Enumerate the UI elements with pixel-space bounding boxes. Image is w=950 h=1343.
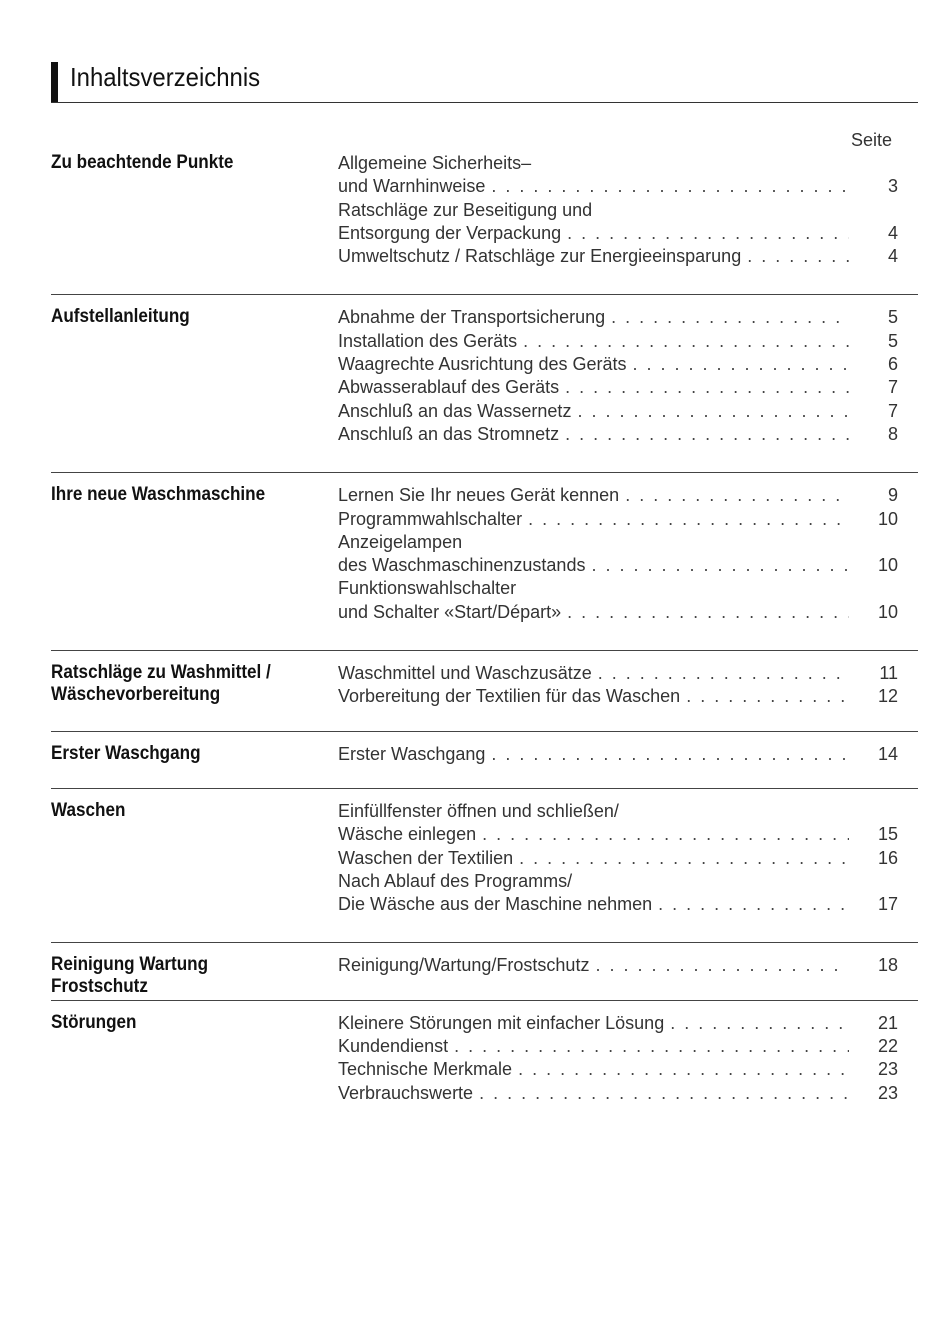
dot-leader [598, 662, 849, 685]
section-entries [338, 662, 898, 709]
dot-leader [658, 893, 849, 916]
entry-title-line1: Funktionswahlschalter [338, 578, 517, 599]
dot-leader [565, 376, 849, 399]
dot-leader [523, 330, 849, 353]
section-entries [338, 1012, 898, 1105]
entry-title: und Schalter «Start/Départ» [338, 601, 562, 622]
page-number: 18 [877, 955, 898, 976]
entry-title: Waschen der Textilien [338, 847, 514, 868]
entry-title: Installation des Geräts [338, 330, 518, 351]
toc-section [51, 152, 918, 294]
page-number: 10 [877, 555, 898, 576]
dot-leader [670, 1012, 849, 1035]
toc-entry [338, 662, 898, 685]
entry-title: Kundendienst [338, 1036, 449, 1057]
dot-leader [565, 423, 849, 446]
toc-section [51, 472, 918, 650]
dot-leader [518, 1058, 849, 1081]
toc-entry [338, 484, 898, 507]
page-number: 4 [887, 246, 898, 267]
toc-entry [338, 306, 898, 329]
toc-entry [338, 1058, 898, 1081]
section-entries [338, 743, 898, 766]
entry-title: Abnahme der Transportsicherung [338, 307, 606, 328]
dot-leader [686, 685, 849, 708]
title-accent-bar [51, 62, 58, 102]
page-title: Inhaltsverzeichnis [70, 62, 261, 92]
section-title: Ihre neue Waschmaschine [51, 484, 266, 506]
page-column-label: Seite [850, 130, 892, 150]
table-of-contents [51, 152, 918, 1131]
toc-section [51, 731, 918, 788]
section-title: Störungen [51, 1011, 137, 1033]
page-number: 10 [877, 601, 898, 622]
toc-entry [338, 400, 898, 423]
dot-leader [591, 554, 849, 577]
entry-title: Waagrechte Ausrichtung des Geräts [338, 354, 627, 375]
entry-title: Waschmittel und Waschzusätze [338, 663, 592, 684]
page-number: 16 [877, 847, 898, 868]
toc-entry [338, 847, 898, 870]
entry-title: Kleinere Störungen mit einfacher Lösung [338, 1012, 665, 1033]
dot-leader [454, 1035, 849, 1058]
toc-entry [338, 954, 898, 977]
page-number: 7 [887, 377, 898, 398]
entry-title: Umweltschutz / Ratschläge zur Energieeinsparung [338, 246, 742, 267]
section-title: Aufstellanleitung [51, 306, 190, 328]
page-number: 15 [877, 824, 898, 845]
entry-title: Reinigung/Wartung/Frostschutz [338, 955, 590, 976]
page-number: 5 [887, 330, 898, 351]
entry-title-line1: Anzeigelampen [338, 531, 463, 552]
section-title: Zu beachtende Punkte [51, 152, 234, 173]
toc-entry [338, 199, 898, 246]
dot-leader [482, 823, 849, 846]
page-number: 3 [887, 176, 898, 197]
toc-section [51, 650, 918, 731]
page-number: 7 [887, 400, 898, 421]
section-title: Waschen [51, 799, 126, 821]
page-number: 17 [877, 894, 898, 915]
toc-entry [338, 1082, 898, 1105]
entry-title: Die Wäsche aus der Maschine nehmen [338, 894, 653, 915]
page-number: 12 [877, 686, 898, 707]
page-header [51, 62, 918, 103]
dot-leader [632, 353, 849, 376]
entry-title: Anschluß an das Wassernetz [338, 400, 572, 421]
entry-title: Lernen Sie Ihr neues Gerät kennen [338, 485, 620, 506]
section-title: Ratschläge zu Washmittel / Wäschevorbereitung [51, 662, 271, 706]
page-number: 23 [877, 1059, 898, 1080]
toc-entry [338, 870, 898, 917]
page-number: 14 [877, 743, 898, 764]
toc-entry [338, 800, 898, 847]
page-number: 21 [877, 1012, 898, 1033]
dot-leader [491, 175, 849, 198]
section-entries [338, 954, 898, 977]
toc-entry [338, 685, 898, 708]
entry-title: Abwasserablauf des Geräts [338, 377, 560, 398]
entry-title: Erster Waschgang [338, 743, 486, 764]
entry-title: Vorbereitung der Textilien für das Waschen [338, 686, 681, 707]
toc-entry [338, 508, 898, 531]
section-entries [338, 484, 898, 624]
entry-title: Programmwahlschalter [338, 508, 523, 529]
toc-section [51, 788, 918, 942]
page-number: 9 [887, 485, 898, 506]
entry-title: Technische Merkmale [338, 1059, 513, 1080]
dot-leader [611, 306, 849, 329]
toc-entry [338, 1012, 898, 1035]
dot-leader [519, 847, 849, 870]
dot-leader [491, 743, 849, 766]
entry-title: Verbrauchswerte [338, 1082, 474, 1103]
toc-section [51, 294, 918, 472]
entry-title: des Waschmaschinenzustands [338, 555, 586, 576]
section-title: Reinigung Wartung Frostschutz [51, 954, 209, 998]
toc-entry [338, 1035, 898, 1058]
entry-title: Anschluß an das Stromnetz [338, 423, 560, 444]
toc-entry [338, 152, 898, 199]
entry-title-line1: Nach Ablauf des Programms/ [338, 870, 573, 891]
page-number: 23 [877, 1082, 898, 1103]
section-entries [338, 152, 898, 268]
page-number: 5 [887, 307, 898, 328]
toc-entry [338, 423, 898, 446]
section-title: Erster Waschgang [51, 742, 201, 764]
dot-leader [625, 484, 849, 507]
page-number: 10 [877, 508, 898, 529]
toc-entry [338, 531, 898, 578]
dot-leader [479, 1082, 849, 1105]
toc-entry [338, 376, 898, 399]
toc-entry [338, 743, 898, 766]
dot-leader [528, 508, 849, 531]
page-number: 8 [887, 423, 898, 444]
toc-section [51, 1000, 918, 1131]
entry-title-line1: Einfüllfenster öffnen und schließen/ [338, 800, 619, 821]
toc-section [51, 942, 918, 999]
page-number: 6 [887, 354, 898, 375]
page-number: 4 [887, 222, 898, 243]
toc-entry [338, 577, 898, 624]
toc-entry [338, 353, 898, 376]
entry-title-line1: Allgemeine Sicherheits– [338, 153, 532, 173]
dot-leader [595, 954, 849, 977]
page-number: 22 [877, 1036, 898, 1057]
dot-leader [577, 400, 849, 423]
entry-title: Wäsche einlegen [338, 824, 477, 845]
toc-entry [338, 330, 898, 353]
entry-title: und Warnhinweise [338, 176, 486, 197]
page-number: 11 [879, 663, 898, 684]
entry-title: Entsorgung der Verpackung [338, 222, 562, 243]
dot-leader [567, 601, 849, 624]
toc-entry [338, 245, 898, 268]
section-entries [338, 306, 898, 446]
entry-title-line1: Ratschläge zur Beseitigung und [338, 199, 593, 220]
section-entries [338, 800, 898, 916]
dot-leader [567, 222, 849, 245]
dot-leader [747, 245, 849, 268]
